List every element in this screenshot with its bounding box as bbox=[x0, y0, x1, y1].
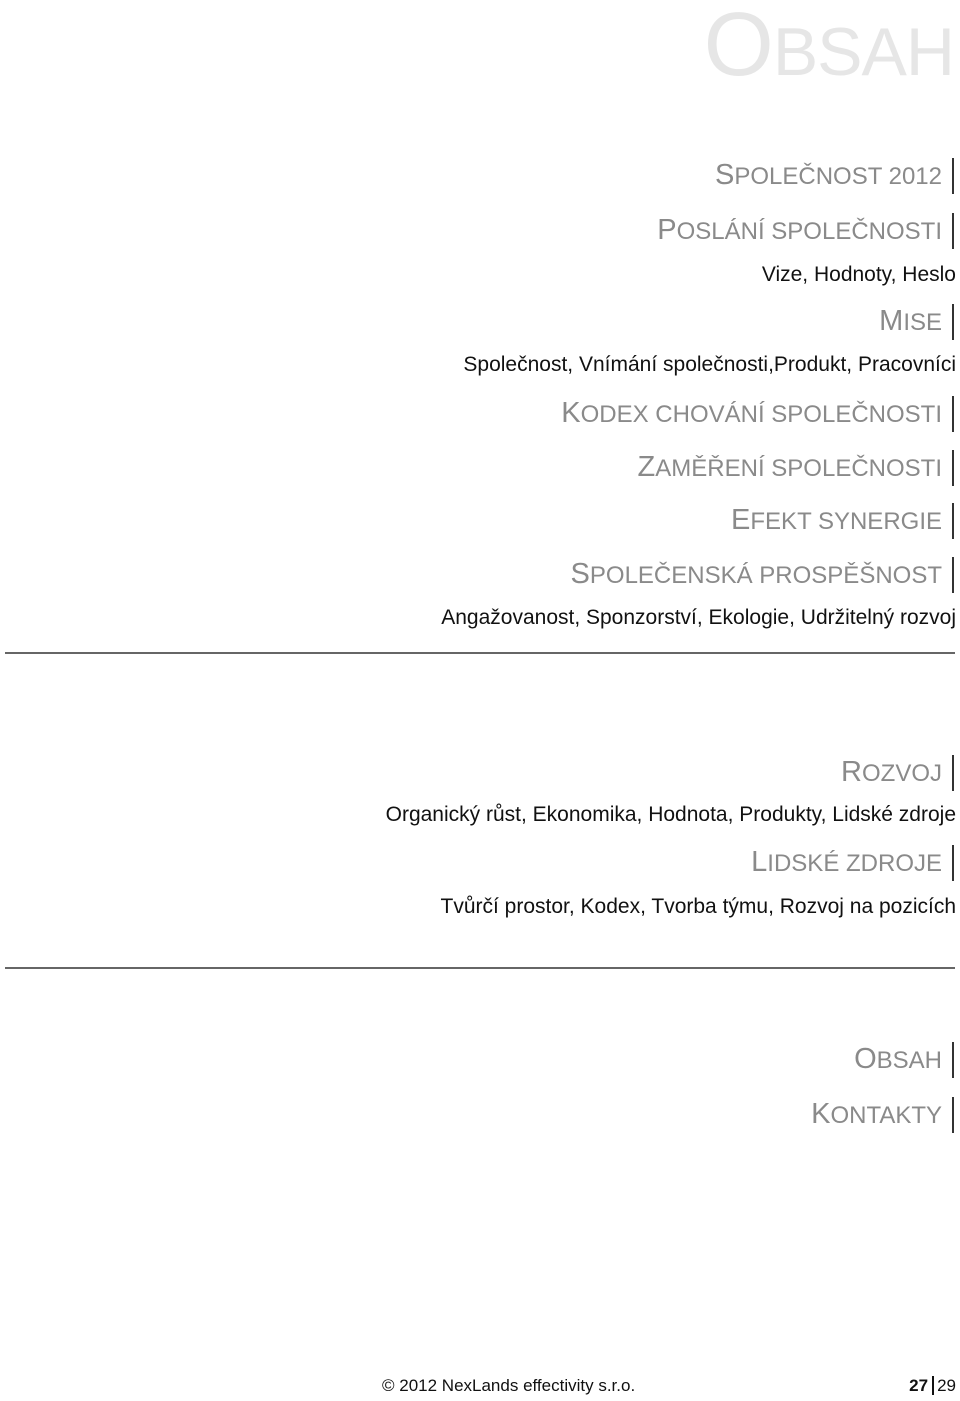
toc-subitems-mise: Společnost, Vnímání společnosti,Produkt, Pracovníci bbox=[463, 353, 956, 376]
toc-heading: EFEKT SYNERGIE bbox=[731, 503, 954, 539]
toc-heading: MISE bbox=[879, 304, 954, 340]
page-number bbox=[909, 1372, 956, 1400]
section-divider bbox=[5, 967, 955, 969]
toc-heading: KODEX CHOVÁNÍ SPOLEČNOSTI bbox=[561, 396, 954, 432]
current-page: 27 bbox=[909, 1376, 934, 1395]
toc-entry-spolecenska-prospesnost[interactable] bbox=[571, 557, 960, 593]
toc-subitems-poslani: Vize, Hodnoty, Heslo bbox=[761, 263, 956, 286]
copyright-text: © 2012 NexLands effectivity s.r.o. bbox=[382, 1376, 636, 1395]
toc-heading: POSLÁNÍ SPOLEČNOSTI bbox=[657, 213, 954, 249]
toc-heading: KONTAKTY bbox=[811, 1097, 954, 1133]
page-footer bbox=[0, 1372, 960, 1400]
toc-entry-poslani-spolecnosti[interactable] bbox=[657, 213, 960, 249]
toc-subitems-rozvoj: Organický růst, Ekonomika, Hodnota, Produkty, Lidské zdroje bbox=[385, 803, 956, 826]
toc-entry-obsah[interactable] bbox=[854, 1042, 960, 1078]
toc-heading: OBSAH bbox=[854, 1042, 954, 1078]
toc-entry-kontakty[interactable] bbox=[811, 1097, 960, 1133]
toc-heading: SPOLEČENSKÁ PROSPĚŠNOST bbox=[571, 557, 954, 593]
section-divider bbox=[5, 652, 955, 654]
toc-entry-zamereni-spolecnosti[interactable] bbox=[638, 450, 960, 486]
toc-entry-kodex-chovani[interactable] bbox=[561, 396, 960, 432]
toc-subitems-lidske-zdroje: Tvůrčí prostor, Kodex, Tvorba týmu, Rozvoj na pozicích bbox=[440, 895, 956, 918]
toc-heading: ROZVOJ bbox=[841, 755, 954, 791]
page-title-initial: O bbox=[703, 0, 773, 95]
toc-entry-spolecnost-2012[interactable] bbox=[715, 158, 960, 194]
page-title-rest: BSAH bbox=[772, 14, 954, 90]
toc-heading: LIDSKÉ ZDROJE bbox=[751, 845, 954, 881]
toc-entry-lidske-zdroje[interactable] bbox=[751, 845, 960, 881]
toc-entry-mise[interactable] bbox=[879, 304, 960, 340]
toc-entry-rozvoj[interactable] bbox=[841, 755, 960, 791]
page-title bbox=[704, 0, 954, 97]
toc-heading: SPOLEČNOST 2012 bbox=[715, 158, 954, 194]
toc-subitems-prospesnost: Angažovanost, Sponzorství, Ekologie, Udržitelný rozvoj bbox=[441, 606, 956, 629]
toc-entry-efekt-synergie[interactable] bbox=[731, 503, 960, 539]
total-pages: 29 bbox=[937, 1376, 956, 1395]
toc-heading: ZAMĚŘENÍ SPOLEČNOSTI bbox=[638, 450, 954, 486]
